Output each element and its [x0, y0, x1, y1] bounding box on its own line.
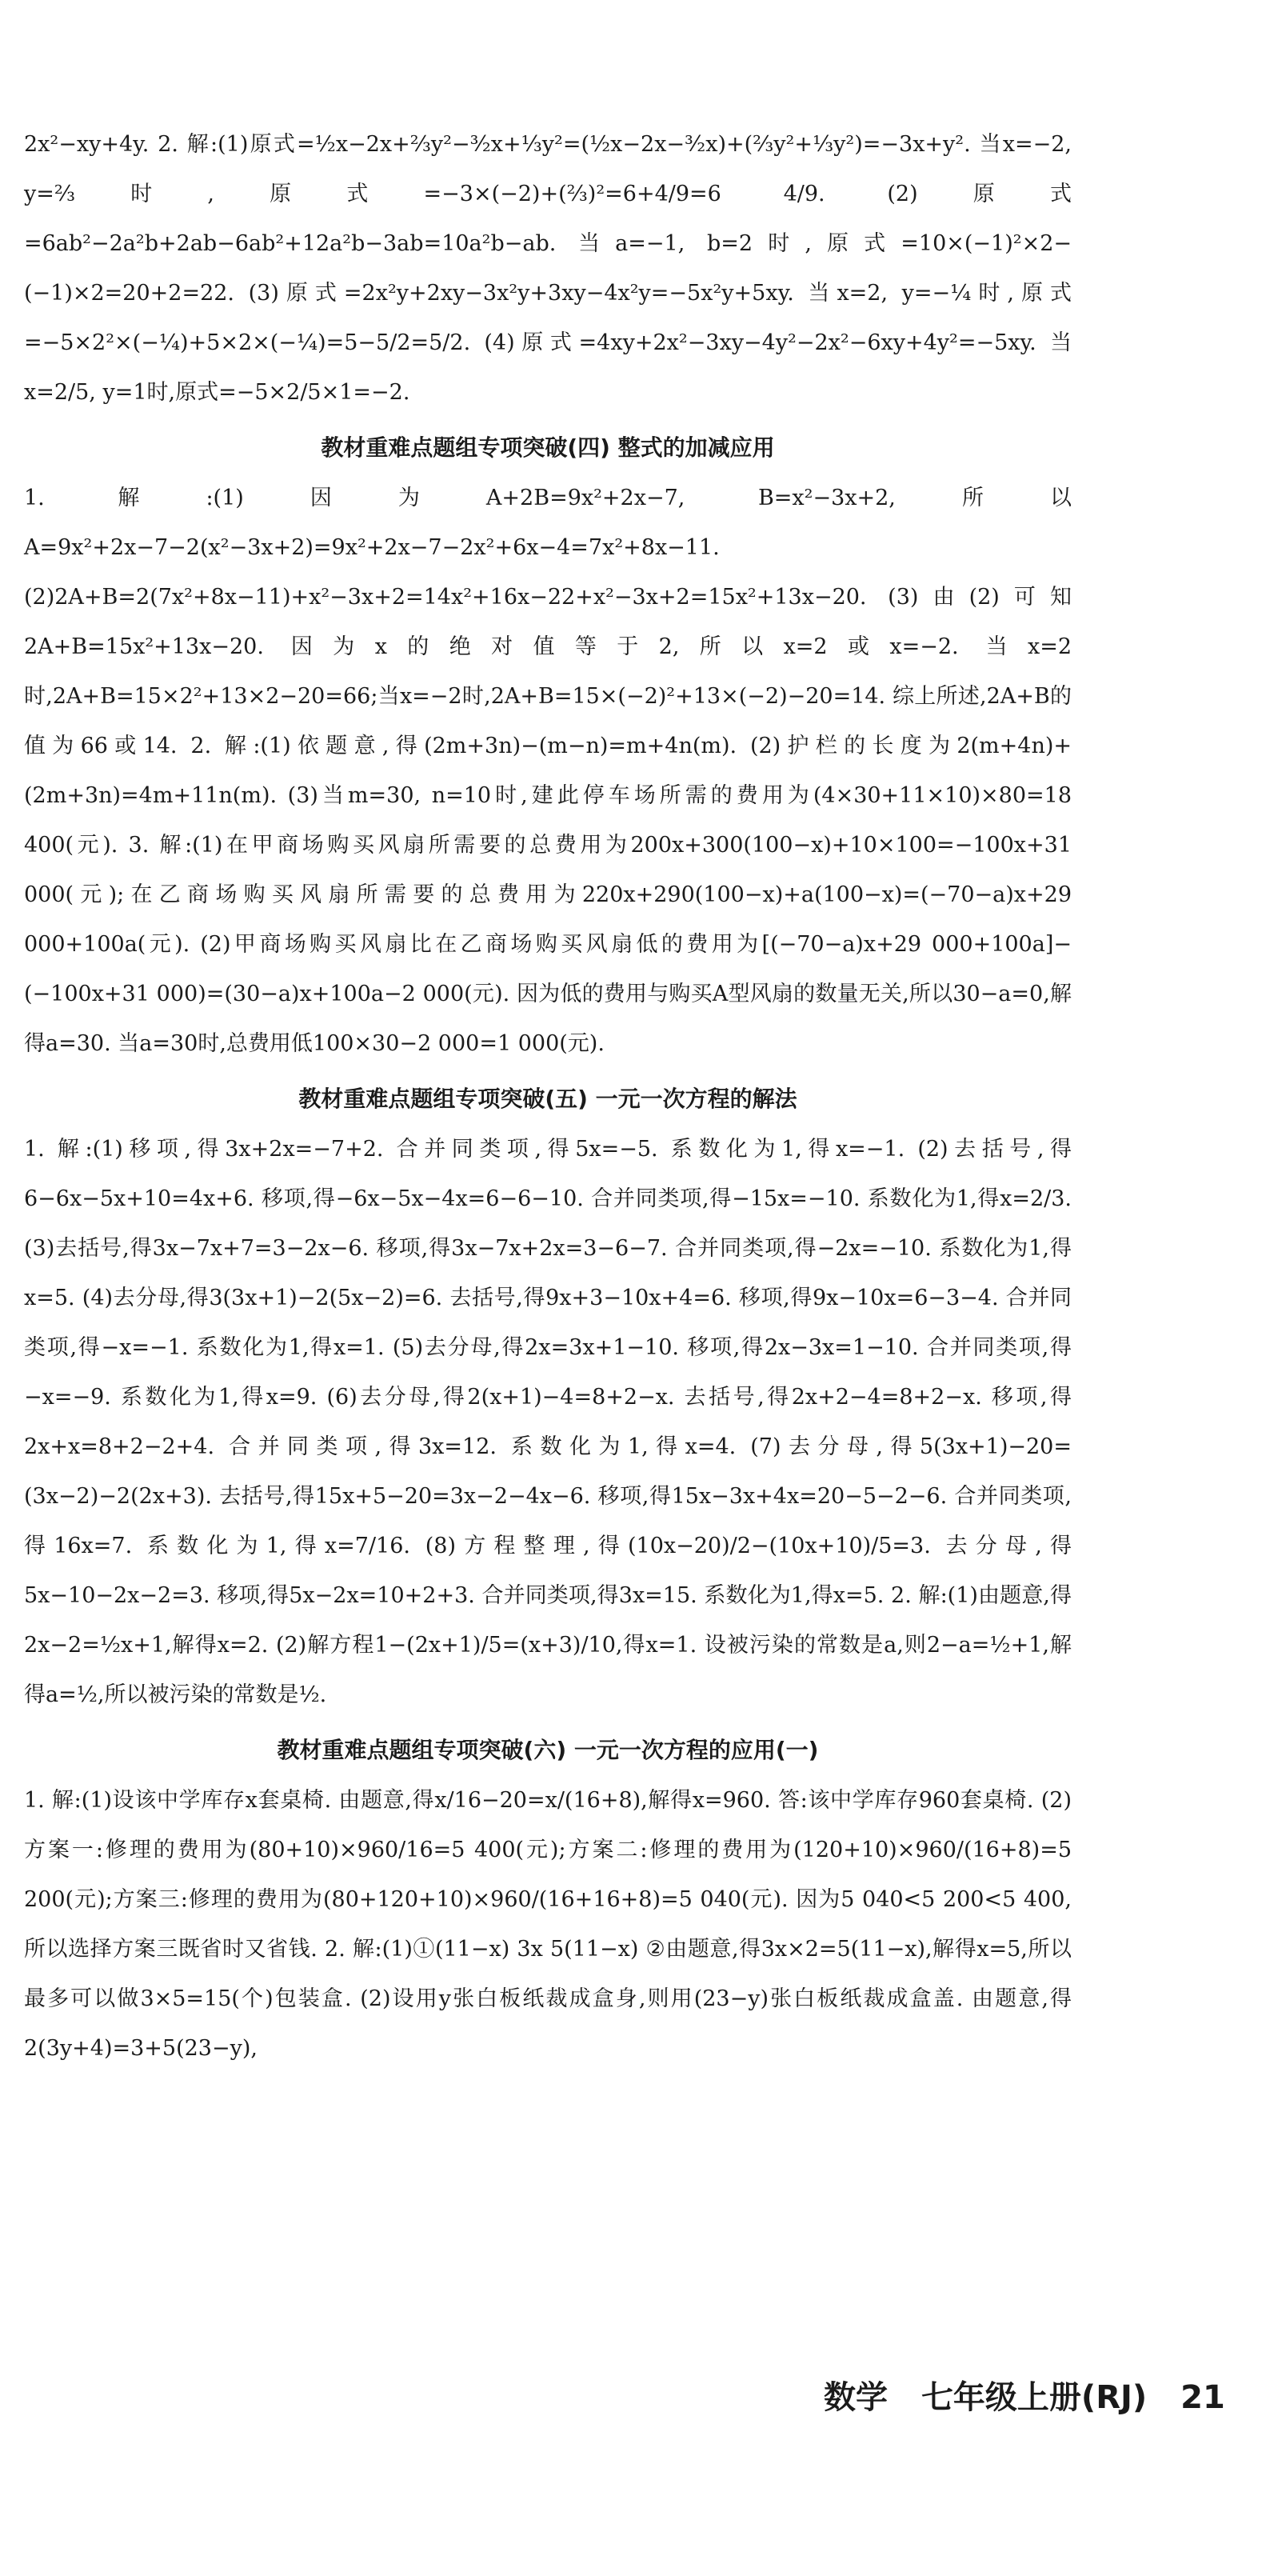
answer-document [24, 120, 1072, 2074]
page-number: 21 [1180, 2379, 1225, 2416]
page-footer [824, 2372, 1225, 2418]
section-heading-4: 教材重难点题组专项突破(四) 整式的加减应用 [321, 434, 775, 461]
footer-subject: 数学 [824, 2379, 888, 2416]
paragraph-intro: 2x²−xy+4y. 2. 解:(1)原式=½x−2x+⅔y²−³⁄₂x+⅓y²=(½x−2x−³⁄₂x)+(⅔y²+⅓y²)=−3x+y². 当x=−2, y=⅔时,原式=−3×(−2)+(⅔)²=6+4/9=6 4/9. (2)原式=6ab²−2a²b+2ab−6ab²+12a²b−3ab=10a²b−ab. 当a=−1, b=2时,原式=10×(−1)²×2−(−1)×2=20+2=22. (3)原式=2x²y+2xy−3x²y+3xy−4x²y=−5x²y+5xy. 当x=2, y=−¼时,原式=−5×2²×(−¼)+5×2×(−¼)=5−5/2=5/2. (4)原式=4xy+2x²−3xy−4y²−2x²−6xy+4y²=−5xy. 当x=2/5, y=1时,原式=−5×2/5×1=−2. [24, 132, 1072, 405]
footer-grade: 七年级上册(RJ) [921, 2379, 1148, 2416]
paragraph-section-6: 1. 解:(1)设该中学库存x套桌椅. 由题意,得x/16−20=x/(16+8),解得x=960. 答:该中学库存960套桌椅. (2)方案一:修理的费用为(80+10)×960/16=5 400(元);方案二:修理的费用为(120+10)×960/(16+8)=5 200(元);方案三:修理的费用为(80+120+10)×960/(16+16+8)=5 040(元). 因为5 040<5 200<5 400,所以选择方案三既省时又省钱. 2. 解:(1)①(11−x) 3x 5(11−x) ②由题意,得3x×2=5(11−x),解得x=5,所以最多可以做3×5=15(个)包装盒. (2)设用y张白板纸裁成盒身,则用(23−y)张白板纸裁成盒盖. 由题意,得2(3y+4)=3+5(23−y), [24, 1788, 1072, 2061]
section-heading-5: 教材重难点题组专项突破(五) 一元一次方程的解法 [298, 1086, 797, 1112]
section-heading-6: 教材重难点题组专项突破(六) 一元一次方程的应用(一) [277, 1737, 819, 1763]
paragraph-section-4: 1. 解:(1)因为A+2B=9x²+2x−7, B=x²−3x+2,所以A=9x²+2x−7−2(x²−3x+2)=9x²+2x−7−2x²+6x−4=7x²+8x−11. (2)2A+B=2(7x²+8x−11)+x²−3x+2=14x²+16x−22+x²−3x+2=15x²+13x−20. (3)由(2)可知2A+B=15x²+13x−20. 因为x的绝对值等于2,所以x=2或x=−2. 当x=2时,2A+B=15×2²+13×2−20=66;当x=−2时,2A+B=15×(−2)²+13×(−2)−20=14. 综上所述,2A+B的值为66或14. 2. 解:(1)依题意,得(2m+3n)−(m−n)=m+4n(m). (2)护栏的长度为2(m+4n)+(2m+3n)=4m+11n(m). (3)当m=30, n=10时,建此停车场所需的费用为(4×30+11×10)×80=18 400(元). 3. 解:(1)在甲商场购买风扇所需要的总费用为200x+300(100−x)+10×100=−100x+31 000(元);在乙商场购买风扇所需要的总费用为220x+290(100−x)+a(100−x)=(−70−a)x+29 000+100a(元). (2)甲商场购买风扇比在乙商场购买风扇低的费用为[(−70−a)x+29 000+100a]−(−100x+31 000)=(30−a)x+100a−2 000(元). 因为低的费用与购买A型风扇的数量无关,所以30−a=0,解得a=30. 当a=30时,总费用低100×30−2 000=1 000(元). [24, 486, 1072, 1056]
paragraph-section-5: 1. 解:(1)移项,得3x+2x=−7+2. 合并同类项,得5x=−5. 系数化为1,得x=−1. (2)去括号,得6−6x−5x+10=4x+6. 移项,得−6x−5x−4x=6−6−10. 合并同类项,得−15x=−10. 系数化为1,得x=2/3. (3)去括号,得3x−7x+7=3−2x−6. 移项,得3x−7x+2x=3−6−7. 合并同类项,得−2x=−10. 系数化为1,得x=5. (4)去分母,得3(3x+1)−2(5x−2)=6. 去括号,得9x+3−10x+4=6. 移项,得9x−10x=6−3−4. 合并同类项,得−x=−1. 系数化为1,得x=1. (5)去分母,得2x=3x+1−10. 移项,得2x−3x=1−10. 合并同类项,得−x=−9. 系数化为1,得x=9. (6)去分母,得2(x+1)−4=8+2−x. 去括号,得2x+2−4=8+2−x. 移项,得2x+x=8+2−2+4. 合并同类项,得3x=12. 系数化为1,得x=4. (7)去分母,得5(3x+1)−20=(3x−2)−2(2x+3). 去括号,得15x+5−20=3x−2−4x−6. 移项,得15x−3x+4x=20−5−2−6. 合并同类项,得16x=7. 系数化为1,得x=7/16. (8)方程整理,得(10x−20)/2−(10x+10)/5=3. 去分母,得5x−10−2x−2=3. 移项,得5x−2x=10+2+3. 合并同类项,得3x=15. 系数化为1,得x=5. 2. 解:(1)由题意,得2x−2=½x+1,解得x=2. (2)解方程1−(2x+1)/5=(x+3)/10,得x=1. 设被污染的常数是a,则2−a=½+1,解得a=½,所以被污染的常数是½. [24, 1137, 1072, 1707]
